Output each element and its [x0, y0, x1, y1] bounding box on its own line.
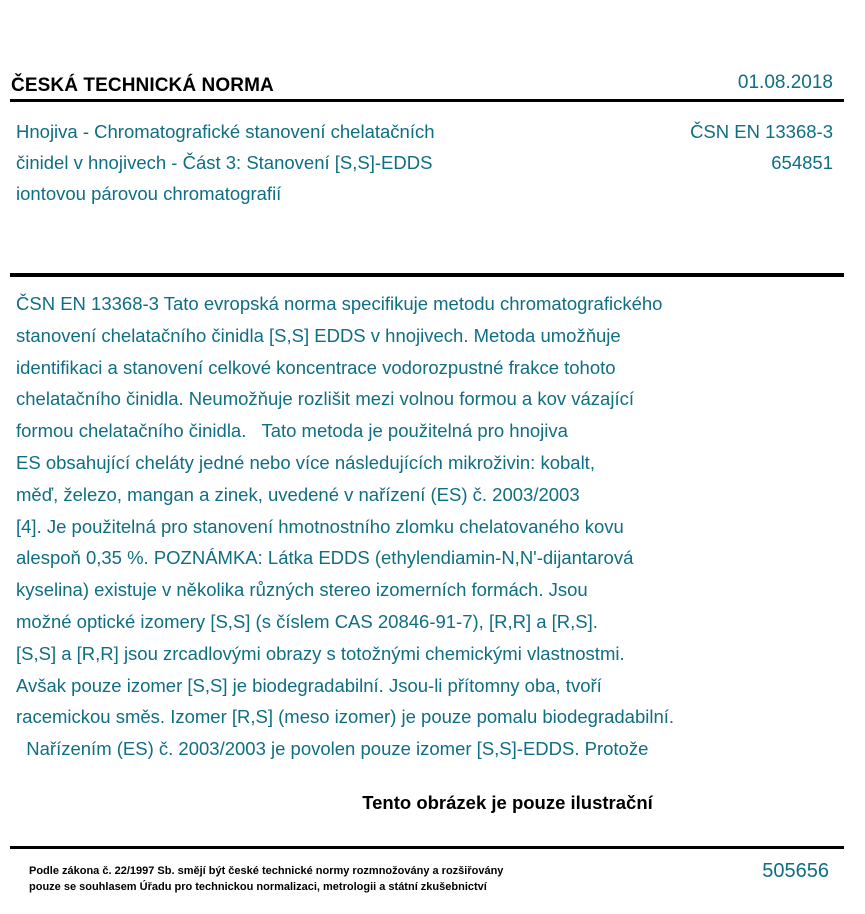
- abstract-line: kyselina) existuje v několika různých stereo izomerních formách. Jsou: [16, 579, 588, 601]
- abstract-line: ES obsahující cheláty jedné nebo více následujících mikroživin: kobalt,: [16, 451, 595, 473]
- footer-divider: [10, 846, 844, 849]
- abstract-line: Nařízením (ES) č. 2003/2003 je povolen pouze izomer [S,S]-EDDS. Protože: [16, 738, 649, 760]
- abstract-line: Avšak pouze izomer [S,S] je biodegradabilní. Jsou-li přítomny oba, tvoří: [16, 674, 602, 696]
- document-type-label: ČESKÁ TECHNICKÁ NORMA: [11, 75, 274, 96]
- publication-date: 01.08.2018: [737, 72, 833, 93]
- copyright-line: Podle zákona č. 22/1997 Sb. smějí být české technické normy rozmnožovány a rozšiřovány: [29, 865, 504, 877]
- standard-number: ČSN EN 13368-3: [690, 121, 833, 142]
- abstract-line: identifikaci a stanovení celkové koncentrace vodorozpustné frakce tohoto: [16, 356, 616, 378]
- abstract-line: alespoň 0,35 %. POZNÁMKA: Látka EDDS (ethylendiamin-N,N'-dijantarová: [16, 547, 634, 569]
- abstract-line: chelatačního činidla. Neumožňuje rozlišit mezi volnou formou a kov vázající: [16, 388, 634, 410]
- abstract-line: ČSN EN 13368-3 Tato evropská norma specifikuje metodu chromatografického: [16, 293, 663, 314]
- abstract-line: racemickou směs. Izomer [R,S] (meso izomer) je pouze pomalu biodegradabilní.: [16, 706, 675, 728]
- copyright-line: pouze se souhlasem Úřadu pro technickou normalizaci, metrologii a státní zkušebnictví: [29, 881, 487, 893]
- standard-title: [16, 116, 576, 209]
- abstract-text: [16, 288, 816, 765]
- abstract-line: [S,S] a [R,R] jsou zrcadlovými obrazy s totožnými chemickými vlastnostmi.: [16, 642, 625, 664]
- copyright-notice: [29, 863, 503, 895]
- title-line: činidel v hnojivech - Část 3: Stanovení [S,S]-EDDS: [16, 152, 433, 173]
- standard-identifiers: [690, 116, 833, 178]
- document-code: 505656: [762, 860, 829, 882]
- catalog-number: 654851: [771, 152, 833, 173]
- title-divider: [10, 273, 844, 277]
- title-line: iontovou párovou chromatografií: [16, 183, 282, 204]
- abstract-line: možné optické izomery [S,S] (s číslem CAS 20846-91-7), [R,R] a [R,S].: [16, 610, 598, 632]
- title-line: Hnojiva - Chromatografické stanovení chelatačních: [16, 121, 435, 142]
- header-divider: [10, 99, 844, 102]
- abstract-line: [4]. Je použitelná pro stanovení hmotnostního zlomku chelatovaného kovu: [16, 515, 624, 537]
- abstract-line: měď, železo, mangan a zinek, uvedené v nařízení (ES) č. 2003/2003: [16, 483, 580, 505]
- abstract-line: stanovení chelatačního činidla [S,S] EDDS v hnojivech. Metoda umožňuje: [16, 324, 621, 346]
- abstract-line: formou chelatačního činidla. Tato metoda je použitelná pro hnojiva: [16, 420, 568, 442]
- illustration-disclaimer: Tento obrázek je pouze ilustrační: [362, 792, 653, 813]
